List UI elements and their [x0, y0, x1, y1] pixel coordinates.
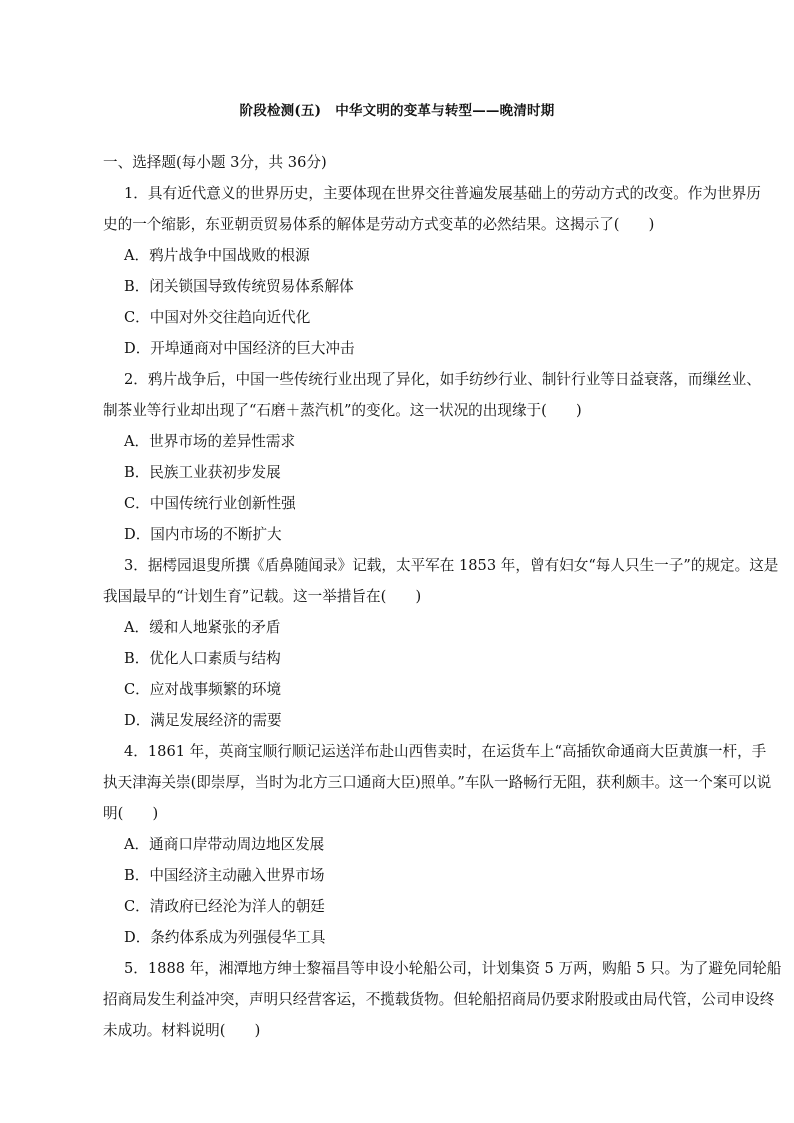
question-2 — [103, 364, 761, 550]
question-text-line: 3．据樗园退叟所撰《盾鼻随闻录》记载，太平军在 1853 年，曾有妇女“每人只生一子”的规定。这是 — [124, 557, 779, 574]
question-3 — [103, 550, 779, 736]
question-text-line: 招商局发生利益冲突，声明只经营客运，不揽载货物。但轮船招商局仍要求附股或由局代管，公司申设终 — [103, 991, 775, 1008]
option-d: D．满足发展经济的需要 — [124, 712, 282, 729]
question-content — [103, 147, 782, 1046]
option-a: A．鸦片战争中国战败的根源 — [124, 247, 310, 264]
option-c: C．中国传统行业创新性强 — [124, 495, 296, 512]
title-topic: 中华文明的变革与转型——晚清时期 — [335, 103, 555, 119]
question-text-line: 5．1888 年，湘潭地方绅士黎福昌等申设小轮船公司，计划集资 5 万两，购船 5 只。为了避免同轮船 — [124, 960, 782, 977]
option-b: B．民族工业获初步发展 — [124, 464, 281, 481]
question-text-line: 执天津海关崇(即崇厚，当时为北方三口通商大臣)照单。”车队一路畅行无阻，获利颇丰。这一个案可以说 — [103, 774, 772, 791]
option-c: C．应对战事频繁的环境 — [124, 681, 282, 698]
option-d: D．条约体系成为列强侵华工具 — [124, 929, 326, 946]
question-1 — [103, 178, 761, 364]
section-heading: 一、选择题(每小题 3分，共 36分) — [103, 154, 327, 171]
option-d: D．开埠通商对中国经济的巨大冲击 — [124, 340, 355, 357]
option-d: D．国内市场的不断扩大 — [124, 526, 282, 543]
question-text-line: 史的一个缩影，东亚朝贡贸易体系的解体是劳动方式变革的必然结果。这揭示了( ) — [103, 216, 655, 233]
question-text-line: 2．鸦片战争后，中国一些传统行业出现了异化，如手纺纱行业、制针行业等日益衰落，而缫丝业、 — [124, 371, 761, 388]
option-a: A．世界市场的差异性需求 — [124, 433, 296, 450]
option-b: B．优化人口素质与结构 — [124, 650, 281, 667]
question-4 — [103, 736, 772, 953]
question-text-line: 明( ) — [103, 805, 159, 822]
question-text-line: 未成功。材料说明( ) — [103, 1022, 261, 1039]
option-b: B．闭关锁国导致传统贸易体系解体 — [124, 278, 354, 295]
question-5 — [103, 953, 782, 1046]
page-title — [0, 99, 794, 119]
option-a: A．缓和人地紧张的矛盾 — [124, 619, 281, 636]
title-stage: 阶段检测(五) — [239, 103, 322, 119]
question-text-line: 4．1861 年，英商宝顺行顺记运送洋布赴山西售卖时，在运货车上“高插钦命通商大臣黄旗一杆，手 — [124, 743, 767, 760]
option-c: C．中国对外交往趋向近代化 — [124, 309, 311, 326]
question-text-line: 1．具有近代意义的世界历史，主要体现在世界交往普遍发展基础上的劳动方式的改变。作为世界历 — [124, 185, 761, 202]
option-a: A．通商口岸带动周边地区发展 — [124, 836, 325, 853]
option-c: C．清政府已经沦为洋人的朝廷 — [124, 898, 325, 915]
option-b: B．中国经济主动融入世界市场 — [124, 867, 325, 884]
question-text-line: 制茶业等行业却出现了“石磨＋蒸汽机”的变化。这一状况的出现缘于( ) — [103, 402, 582, 419]
question-text-line: 我国最早的“计划生育”记载。这一举措旨在( ) — [103, 588, 422, 605]
